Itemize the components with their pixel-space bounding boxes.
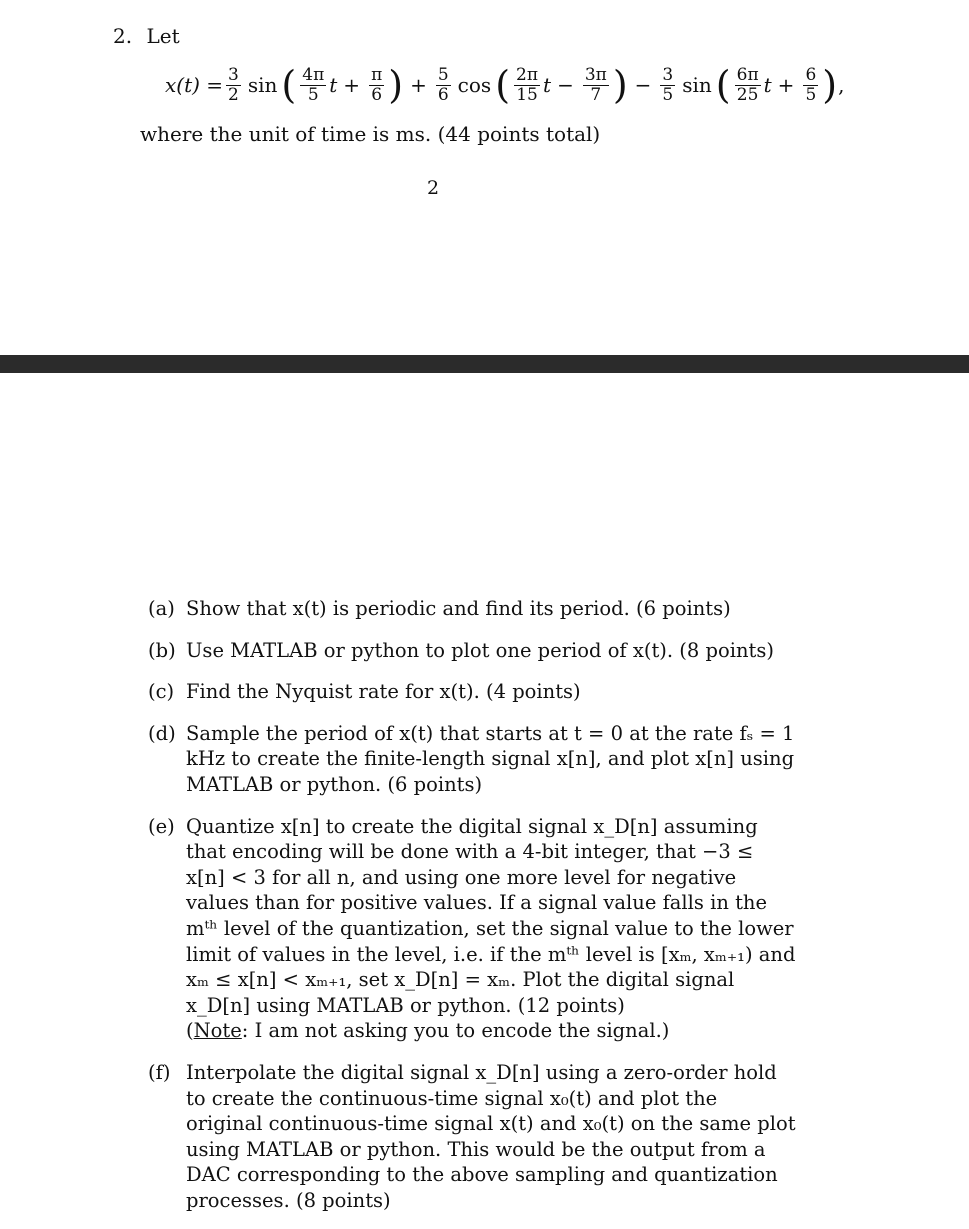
equation-operator-1: + [410, 73, 427, 97]
part-e [148, 814, 798, 1044]
term3-frequency: $\frac{6\pi}{25}$ [736, 64, 759, 105]
term3-phase: $\frac{6}{5}$ [805, 64, 817, 105]
part-label: (b) [148, 638, 176, 662]
term1-inner-operator: + [343, 73, 361, 97]
part-label: (a) [148, 597, 175, 620]
part-c [148, 679, 798, 705]
part-text: Show that x(t) is periodic and find its period. (6 points) [186, 597, 731, 620]
part-text: Use MATLAB or python to plot one period of x(t). (8 points) [186, 638, 774, 662]
equation-trailing: , [838, 73, 845, 97]
term3-variable: t [763, 73, 772, 97]
part-label: (f) [148, 1060, 171, 1084]
part-text: Sample the period of x(t) that starts at t = 0 at the rate fₛ = 1 kHz to create the finite-length signal x[n], and plot x[n] using MATLAB or python. (6 points) [186, 721, 795, 796]
part-text: Interpolate the digital signal x_D[n] using a zero-order hold to create the continuous-time signal x₀(t) and plot the original continuous-time signal x(t) and x₀(t) on the same plot using MATLAB or python. This would be the output from a DAC corresponding to the above sampling and quantization processes. (8 points) [186, 1060, 796, 1212]
term2-function: cos [457, 73, 492, 97]
part-b [148, 638, 798, 664]
part-d [148, 721, 798, 798]
term1-phase: $\frac{\pi}{6}$ [371, 64, 383, 105]
part-label: (e) [148, 814, 175, 838]
part-a [148, 596, 798, 622]
close-paren: ) [612, 63, 628, 107]
page-number: 2 [427, 177, 440, 199]
problem-intro: Let [146, 24, 180, 48]
part-label: (c) [148, 680, 175, 704]
open-paren: ( [495, 63, 511, 107]
term1-coefficient: $\frac{3}{2}$ [228, 64, 239, 105]
problem-parts-list [148, 596, 798, 1229]
term2-frequency: $\frac{2\pi}{15}$ [516, 64, 539, 105]
close-paren: ) [388, 63, 404, 107]
page-divider [0, 355, 969, 373]
term3-coefficient: $\frac{3}{5}$ [662, 64, 674, 105]
part-label: (d) [148, 721, 176, 745]
note-open-paren: ( [186, 1019, 194, 1043]
close-paren: ) [822, 63, 838, 107]
equation-operator-2: − [634, 73, 652, 97]
term2-coefficient: $\frac{5}{6}$ [437, 64, 449, 105]
signal-equation [165, 56, 844, 114]
part-body [186, 814, 798, 1044]
problem-heading [113, 24, 180, 48]
equation-lhs: x(t) = [165, 73, 224, 97]
problem-number: 2. [113, 24, 133, 48]
time-unit-note: where the unit of time is ms. (44 points total) [140, 122, 601, 146]
term2-inner-operator: − [557, 73, 574, 97]
part-f [148, 1060, 798, 1214]
open-paren: ( [715, 63, 731, 107]
term1-frequency: $\frac{4\pi}{5}$ [302, 64, 325, 105]
term1-variable: t [329, 73, 338, 97]
note-label: Note [193, 1019, 242, 1043]
page-top-section [0, 0, 969, 355]
term2-variable: t [543, 73, 552, 97]
term1-function: sin [247, 73, 278, 97]
note-text: : I am not asking you to encode the signal.) [241, 1019, 670, 1043]
open-paren: ( [281, 63, 297, 107]
part-text: Find the Nyquist rate for x(t). (4 points) [186, 680, 581, 704]
part-text: Quantize x[n] to create the digital signal x_D[n] assuming that encoding will be done with a 4-bit integer, that −3 ≤ x[n] < 3 for all n, and using one more level for negative values than for positive values. If a signal value falls in the mᵗʰ level of the quantization, set the signal value to the lower limit of values in the level, i.e. if the mᵗʰ level is [xₘ, xₘ₊₁) and xₘ ≤ x[n] < xₘ₊₁, set x_D[n] = xₘ. Plot the digital signal x_D[n] using MATLAB or python. (12 points) [186, 814, 796, 1017]
term2-phase: $\frac{3\pi}{7}$ [584, 64, 607, 105]
term3-function: sin [682, 73, 712, 97]
term3-inner-operator: + [777, 73, 795, 97]
